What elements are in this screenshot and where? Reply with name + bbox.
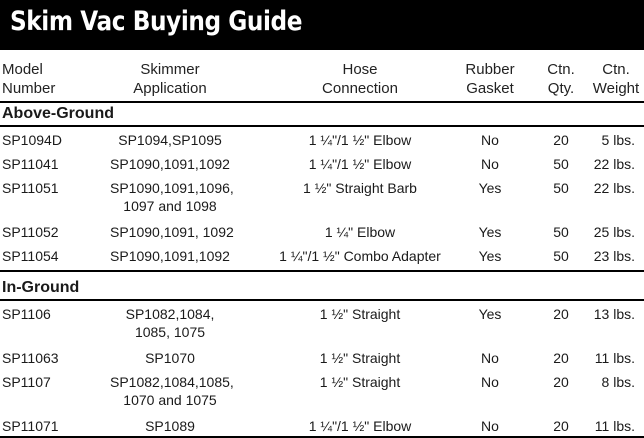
cell-model: SP1094D bbox=[2, 132, 62, 148]
cell-hose: 1 ½" Straight bbox=[319, 350, 401, 366]
cell-gasket: No bbox=[481, 374, 499, 390]
page-title: Skim Vac Buying Guide bbox=[10, 6, 303, 37]
cell-hose: 1 ½" Straight Barb bbox=[303, 180, 417, 196]
cell-hose: 1 ¼"/1 ½" Elbow bbox=[308, 418, 412, 434]
cell-weight: 11 lbs. bbox=[594, 350, 635, 366]
cell-qty: 50 bbox=[553, 248, 569, 264]
column-header-hose: Hose Connection bbox=[322, 61, 398, 97]
cell-hose: 1 ¼" Elbow bbox=[324, 224, 396, 240]
cell-gasket: No bbox=[481, 132, 499, 148]
cell-model: SP11051 bbox=[2, 180, 59, 196]
cell-model: SP11052 bbox=[2, 224, 59, 240]
cell-model: SP11063 bbox=[2, 350, 59, 366]
column-header-weight: Ctn. Weight bbox=[592, 61, 640, 97]
header-divider bbox=[0, 101, 644, 103]
section-divider bbox=[0, 299, 644, 301]
section-title-above-ground: Above-Ground bbox=[2, 105, 114, 122]
column-header-application: Skimmer Application bbox=[133, 61, 207, 97]
cell-weight: 22 lbs. bbox=[593, 180, 635, 196]
cell-application: SP1070 bbox=[145, 350, 195, 366]
cell-weight: 5 lbs. bbox=[601, 132, 635, 148]
cell-weight: 23 lbs. bbox=[593, 248, 635, 264]
cell-gasket: Yes bbox=[478, 306, 502, 322]
section-divider bbox=[0, 125, 644, 127]
cell-qty: 50 bbox=[553, 180, 569, 196]
column-header-gasket: Rubber Gasket bbox=[465, 61, 515, 97]
cell-application: SP1082,1084, 1085, 1075 bbox=[125, 306, 215, 340]
cell-application: SP1090,1091,1092 bbox=[110, 156, 230, 172]
column-header-model: Model Number bbox=[2, 61, 56, 97]
cell-model: SP11041 bbox=[2, 156, 59, 172]
cell-gasket: Yes bbox=[478, 180, 502, 196]
cell-gasket: No bbox=[481, 350, 499, 366]
cell-qty: 50 bbox=[553, 224, 569, 240]
cell-application: SP1089 bbox=[145, 418, 195, 434]
cell-qty: 50 bbox=[553, 156, 569, 172]
cell-hose: 1 ¼"/1 ½" Combo Adapter bbox=[279, 248, 441, 264]
cell-hose: 1 ¼"/1 ½" Elbow bbox=[308, 156, 412, 172]
cell-model: SP1106 bbox=[2, 306, 51, 322]
cell-qty: 20 bbox=[553, 350, 569, 366]
cell-model: SP11071 bbox=[2, 418, 59, 434]
cell-hose: 1 ½" Straight bbox=[319, 374, 401, 390]
cell-weight: 25 lbs. bbox=[593, 224, 635, 240]
cell-gasket: No bbox=[481, 156, 499, 172]
column-header-qty: Ctn. Qty. bbox=[547, 61, 575, 97]
cell-model: SP11054 bbox=[2, 248, 59, 264]
cell-application: SP1082,1084,1085, 1070 and 1075 bbox=[110, 374, 234, 408]
cell-application: SP1090,1091,1092 bbox=[110, 248, 230, 264]
section-title-in-ground: In-Ground bbox=[2, 279, 80, 296]
section-divider bbox=[0, 270, 644, 272]
cell-model: SP1107 bbox=[2, 374, 51, 390]
cell-application: SP1090,1091,1096, 1097 and 1098 bbox=[110, 180, 234, 214]
cell-weight: 13 lbs. bbox=[593, 306, 635, 322]
cell-application: SP1094,SP1095 bbox=[118, 132, 222, 148]
cell-hose: 1 ½" Straight bbox=[319, 306, 401, 322]
cell-gasket: Yes bbox=[478, 248, 502, 264]
cell-application: SP1090,1091, 1092 bbox=[110, 224, 234, 240]
cell-weight: 11 lbs. bbox=[594, 418, 635, 434]
cell-qty: 20 bbox=[553, 132, 569, 148]
cell-weight: 22 lbs. bbox=[593, 156, 635, 172]
cell-gasket: Yes bbox=[478, 224, 502, 240]
cell-weight: 8 lbs. bbox=[601, 374, 635, 390]
cell-qty: 20 bbox=[553, 374, 569, 390]
cell-qty: 20 bbox=[553, 418, 569, 434]
cell-hose: 1 ¼"/1 ½" Elbow bbox=[308, 132, 412, 148]
title-bar bbox=[0, 0, 644, 50]
cell-qty: 20 bbox=[553, 306, 569, 322]
cell-gasket: No bbox=[481, 418, 499, 434]
